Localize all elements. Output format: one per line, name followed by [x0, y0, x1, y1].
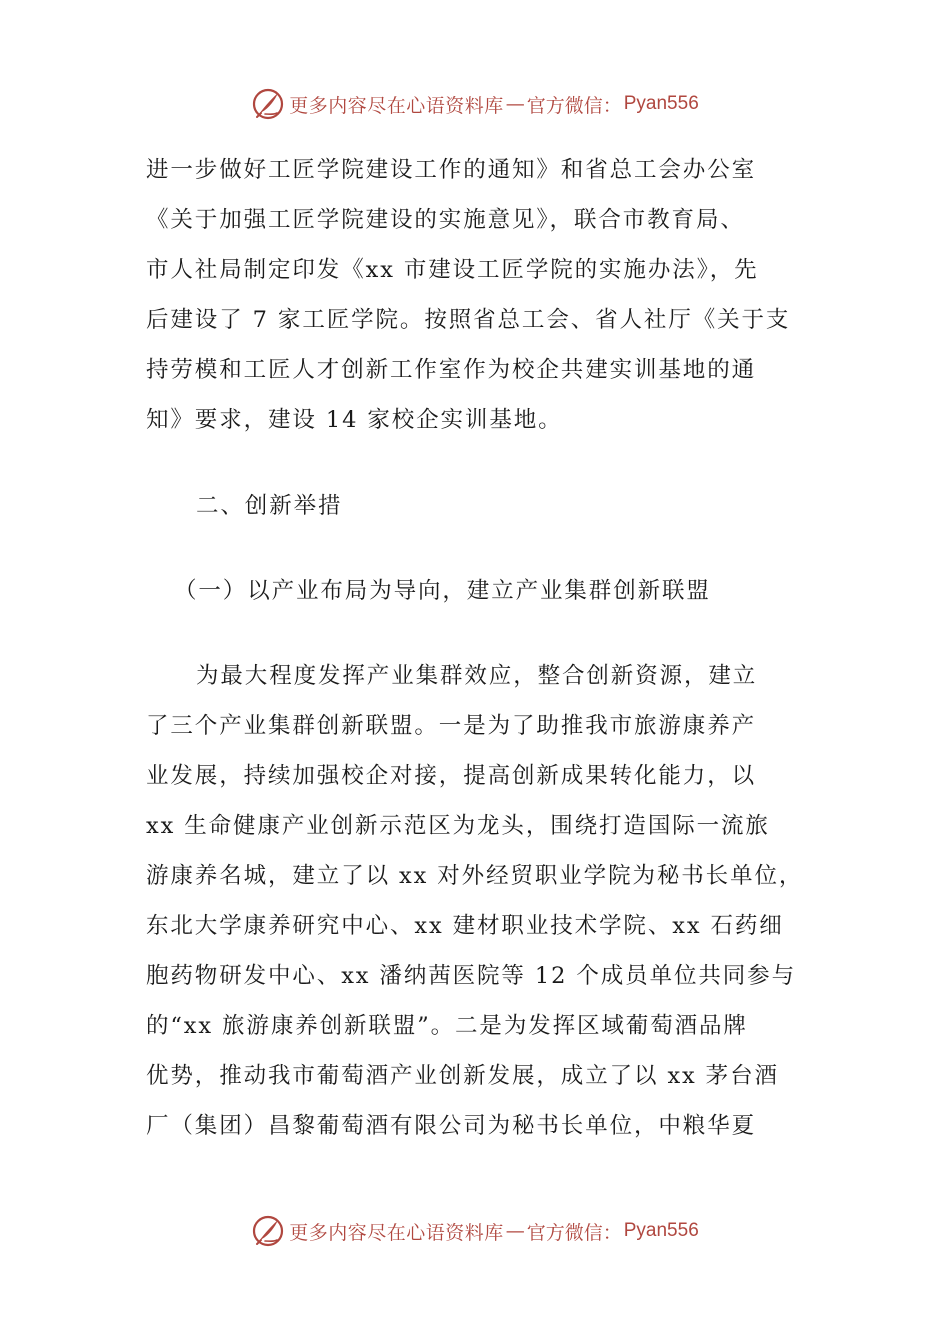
text-line: 进一步做好工匠学院建设工作的通知》和省总工会办公室 [146, 157, 757, 183]
quill-pen-logo-icon [251, 1214, 285, 1248]
text-line: 了三个产业集群创新联盟。一是为了助推我市旅游康养产 [146, 713, 757, 739]
watermark-label: 官方微信： [526, 1221, 622, 1244]
text-line: 知》要求，建设 14 家校企实训基地。 [146, 407, 563, 433]
subsection-heading: （一）以产业布局为导向，建立产业集群创新联盟 [174, 578, 711, 604]
watermark-separator: — [505, 93, 525, 115]
footer-watermark [0, 1211, 950, 1251]
text-line: 优势，推动我市葡萄酒产业创新发展，成立了以 xx 茅台酒 [146, 1063, 779, 1089]
text-line: 东北大学康养研究中心、xx 建材职业技术学院、xx 石药细 [146, 913, 784, 939]
text-line: 持劳模和工匠人才创新工作室作为校企共建实训基地的通 [146, 357, 757, 383]
text-line: 后建设了 7 家工匠学院。按照省总工会、省人社厅《关于支 [146, 307, 791, 333]
quill-pen-logo-icon [251, 87, 285, 121]
text-line: 《关于加强工匠学院建设的实施意见》，联合市教育局、 [146, 207, 745, 233]
text-line: 业发展，持续加强校企对接，提高创新成果转化能力，以 [146, 763, 757, 789]
watermark-wechat-id: Pyan556 [623, 93, 699, 114]
text-line: 为最大程度发挥产业集群效应，整合创新资源，建立 [196, 663, 758, 689]
text-line: 胞药物研发中心、xx 潘纳茜医院等 12 个成员单位共同参与 [146, 963, 796, 989]
section-heading: 二、创新举措 [196, 493, 343, 519]
text-line: 游康养名城，建立了以 xx 对外经贸职业学院为秘书长单位， [146, 863, 804, 889]
watermark-wechat-id: Pyan556 [623, 1220, 699, 1241]
text-line: 的“xx 旅游康养创新联盟”。二是为发挥区域葡萄酒品牌 [146, 1013, 748, 1039]
watermark-text: 更多内容尽在心语资料库 [289, 94, 504, 117]
text-line: 厂（集团）昌黎葡萄酒有限公司为秘书长单位，中粮华夏 [146, 1113, 757, 1139]
text-line: 市人社局制定印发《xx 市建设工匠学院的实施办法》，先 [146, 257, 759, 283]
text-line: xx 生命健康产业创新示范区为龙头，围绕打造国际一流旅 [146, 813, 770, 839]
header-watermark [0, 84, 950, 124]
watermark-label: 官方微信： [526, 94, 622, 117]
watermark-text: 更多内容尽在心语资料库 [289, 1221, 504, 1244]
watermark-separator: — [505, 1220, 525, 1242]
